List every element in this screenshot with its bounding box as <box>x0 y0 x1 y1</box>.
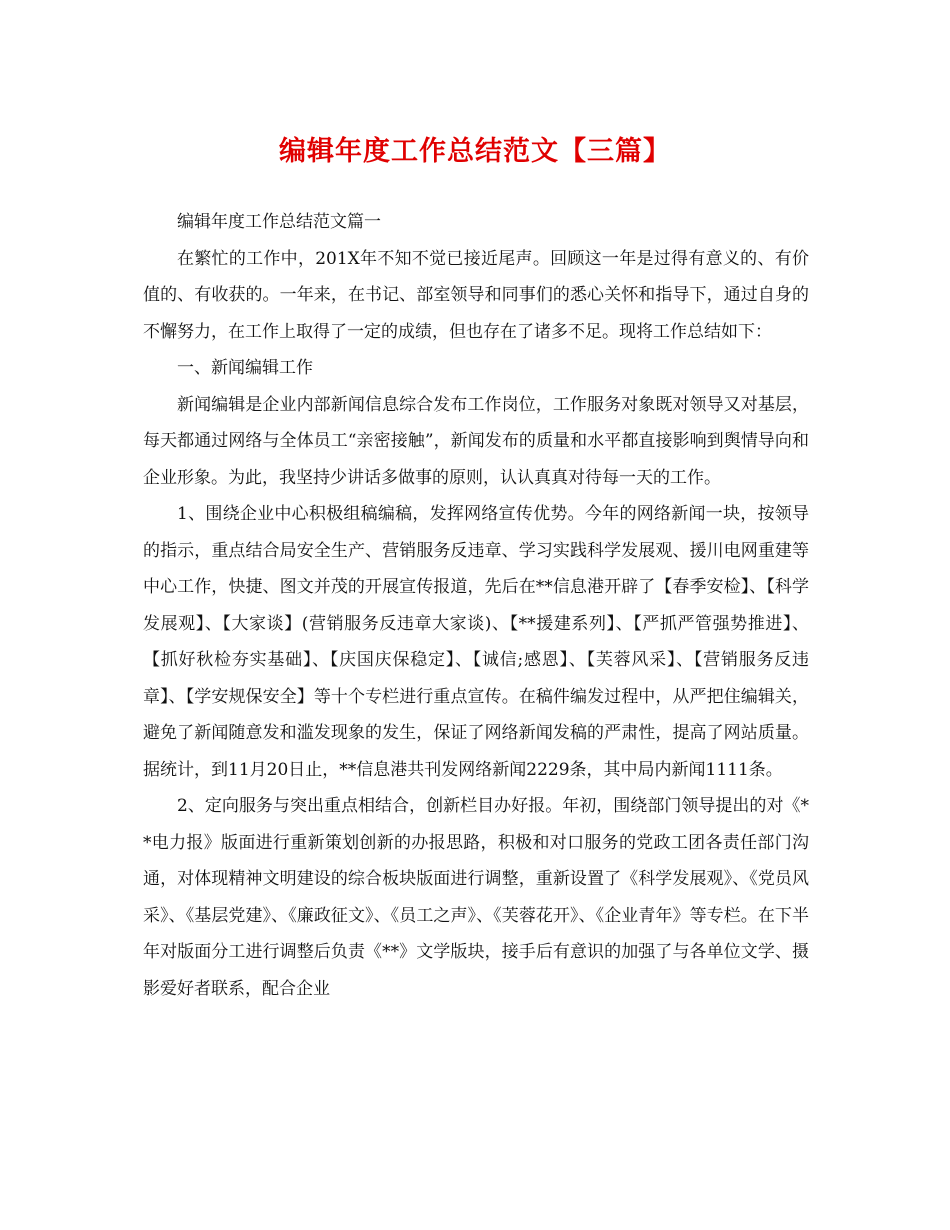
paragraph: 1、围绕企业中心积极组稿编稿，发挥网络宣传优势。今年的网络新闻一块，按领导的指示，重点结合局安全生产、营销服务反违章、学习实践科学发展观、援川电网重建等中心工作，快捷、图文并茂的开展宣传报道，先后在**信息港开辟了【春季安检】、【科学发展观】、【大家谈】(营销服务反违章大家谈)、【**援建系列】、【严抓严管强势推进】、【抓好秋检夯实基础】、【庆国庆保稳定】、【诚信;感恩】、【芙蓉风采】、【营销服务反违章】、【学安规保安全】等十个专栏进行重点宣传。在稿件编发过程中，从严把住编辑关，避免了新闻随意发和滥发现象的发生，保证了网络新闻发稿的严肃性，提高了网站质量。据统计，到11月20日止，**信息港共刊发网络新闻2229条，其中局内新闻1111条。 <box>143 504 809 780</box>
paragraph: 新闻编辑是企业内部新闻信息综合发布工作岗位，工作服务对象既对领导又对基层，每天都通过网络与全体员工“亲密接触”，新闻发布的质量和水平都直接影响到舆情导向和企业形象。为此，我坚持少讲话多做事的原则，认认真真对待每一天的工作。 <box>143 394 809 488</box>
document-title: 编辑年度工作总结范文【三篇】 <box>279 136 671 167</box>
section-heading: 编辑年度工作总结范文篇一 <box>177 212 381 232</box>
paragraph: 在繁忙的工作中，201X年不知不觉已接近尾声。回顾这一年是过得有意义的、有价值的、有收获的。一年来，在书记、部室领导和同事们的悉心关怀和指导下，通过自身的不懈努力，在工作上取得了一定的成绩，但也存在了诸多不足。现将工作总结如下： <box>143 248 809 342</box>
paragraph: 2、定向服务与突出重点相结合，创新栏目办好报。年初，围绕部门领导提出的对《**电力报》版面进行重新策划创新的办报思路，积极和对口服务的党政工团各责任部门沟通，对体现精神文明建设的综合板块版面进行调整，重新设置了《科学发展观》、《党员风采》、《基层党建》、《廉政征文》、《员工之声》、《芙蓉花开》、《企业青年》等专栏。在下半年对版面分工进行调整后负责《**》文学版块，接手后有意识的加强了与各单位文学、摄影爱好者联系，配合企业 <box>143 796 809 999</box>
section-heading: 一、新闻编辑工作 <box>177 358 313 378</box>
document-body <box>143 204 809 1007</box>
